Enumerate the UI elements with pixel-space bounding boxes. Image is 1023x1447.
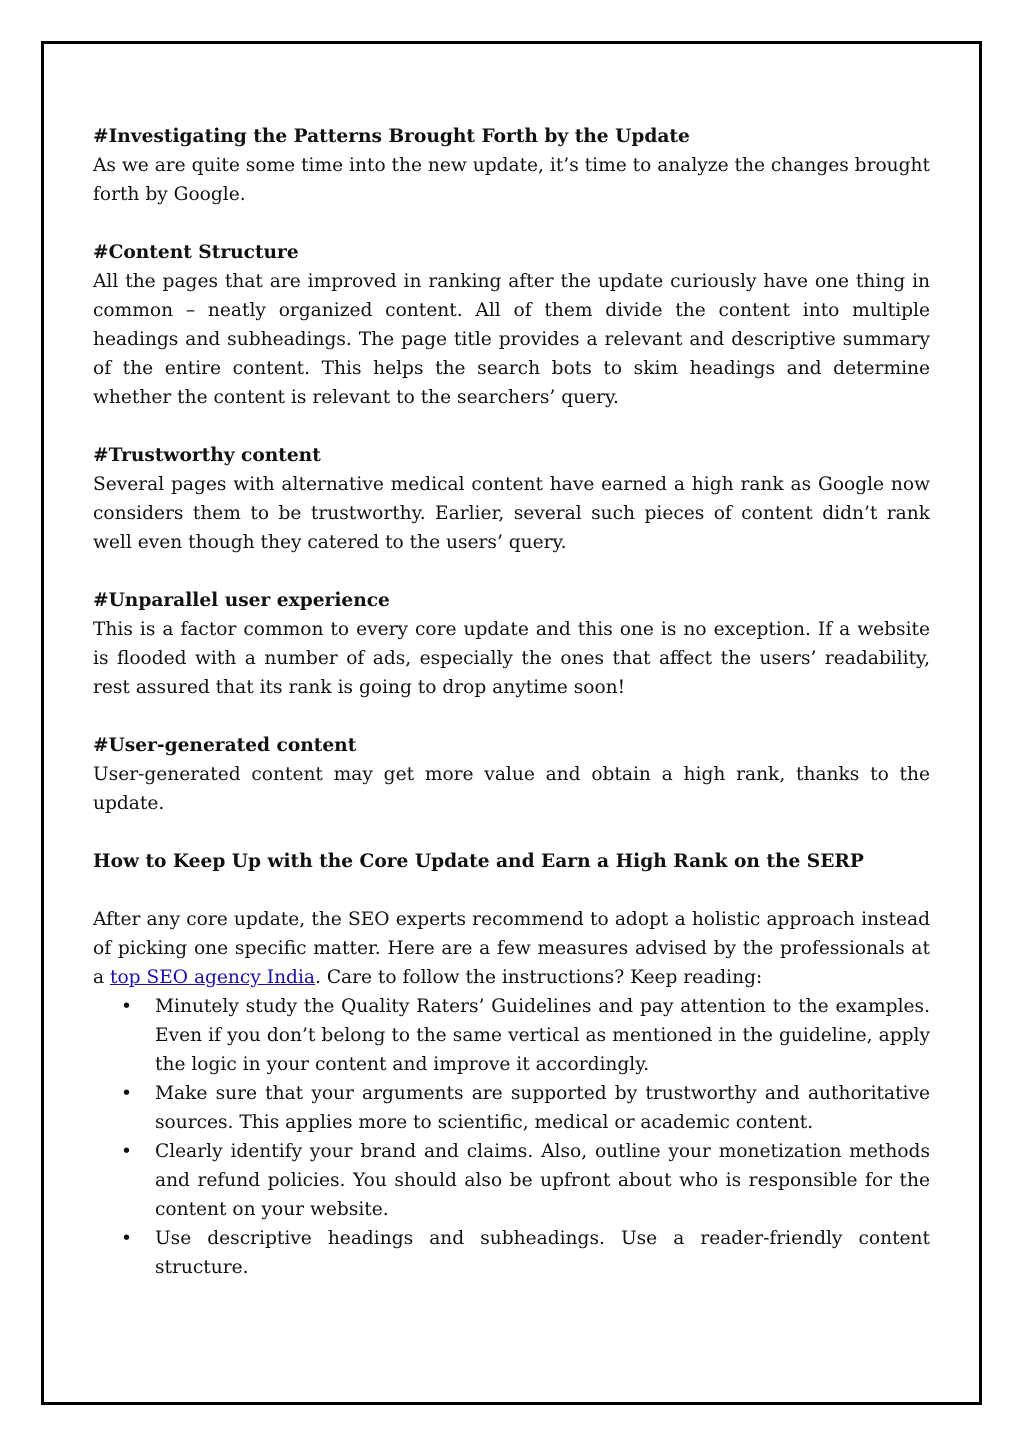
- bullet-icon: •: [121, 1141, 132, 1162]
- top-seo-agency-link[interactable]: top SEO agency India: [110, 967, 315, 988]
- section-paragraph: As we are quite some time into the new update, it’s time to analyze the changes brought forth by Google.: [93, 155, 930, 205]
- list-item: [93, 1079, 930, 1137]
- list-item: [93, 1137, 930, 1224]
- list-item-text: Minutely study the Quality Raters’ Guidelines and pay attention to the examples. Even if you don’t belong to the same vertical as mentioned in the guideline, apply the logic in your content and improve it accordingly.: [155, 996, 930, 1075]
- list-item-text: Make sure that your arguments are supported by trustworthy and authoritative sources. This applies more to scientific, medical or academic content.: [155, 1083, 930, 1133]
- section-content-structure: [93, 238, 930, 412]
- section-paragraph: Several pages with alternative medical content have earned a high rank as Google now considers them to be trustworthy. Earlier, several such pieces of content didn’t rank well even though they catered to the users’ query.: [93, 474, 930, 553]
- bullet-icon: •: [121, 1228, 132, 1249]
- section-heading: #Unparallel user experience: [93, 590, 390, 611]
- section-paragraph: All the pages that are improved in ranking after the update curiously have one thing in common – neatly organized content. All of them divide the content into multiple headings and subheadings. The page title provides a relevant and descriptive summary of the entire content. This helps the search bots to skim headings and determine whether the content is relevant to the searchers’ query.: [93, 271, 930, 408]
- intro-paragraph: [93, 905, 930, 992]
- section-trustworthy-content: [93, 441, 930, 557]
- section-user-generated-content: [93, 731, 930, 818]
- section-heading: #Content Structure: [93, 242, 299, 263]
- recommendations-list: [93, 992, 930, 1282]
- bullet-icon: •: [121, 1083, 132, 1104]
- section-paragraph: User-generated content may get more value and obtain a high rank, thanks to the update.: [93, 764, 930, 814]
- intro-text-after-link: . Care to follow the instructions? Keep reading:: [315, 967, 763, 988]
- section-heading: #Investigating the Patterns Brought Forth by the Update: [93, 126, 690, 147]
- list-item-text: Use descriptive headings and subheadings. Use a reader-friendly content structure.: [155, 1228, 930, 1278]
- section-heading: #User-generated content: [93, 735, 357, 756]
- section-heading: #Trustworthy content: [93, 445, 321, 466]
- section-user-experience: [93, 586, 930, 702]
- serp-heading: How to Keep Up with the Core Update and Earn a High Rank on the SERP: [93, 851, 864, 872]
- bullet-icon: •: [121, 996, 132, 1017]
- list-item: [93, 992, 930, 1079]
- section-investigating: [93, 122, 930, 209]
- document-body: [93, 122, 930, 1282]
- section-paragraph: This is a factor common to every core update and this one is no exception. If a website is flooded with a number of ads, especially the ones that affect the users’ readability, rest assured that its rank is going to drop anytime soon!: [93, 619, 930, 698]
- intro-text-before-link: After any core update, the SEO experts recommend to adopt a holistic approach instead of picking one specific matter. Here are a few measures advised by the professionals at a: [93, 909, 930, 988]
- list-item: [93, 1224, 930, 1282]
- list-item-text: Clearly identify your brand and claims. Also, outline your monetization methods and refund policies. You should also be upfront about who is responsible for the content on your website.: [155, 1141, 930, 1220]
